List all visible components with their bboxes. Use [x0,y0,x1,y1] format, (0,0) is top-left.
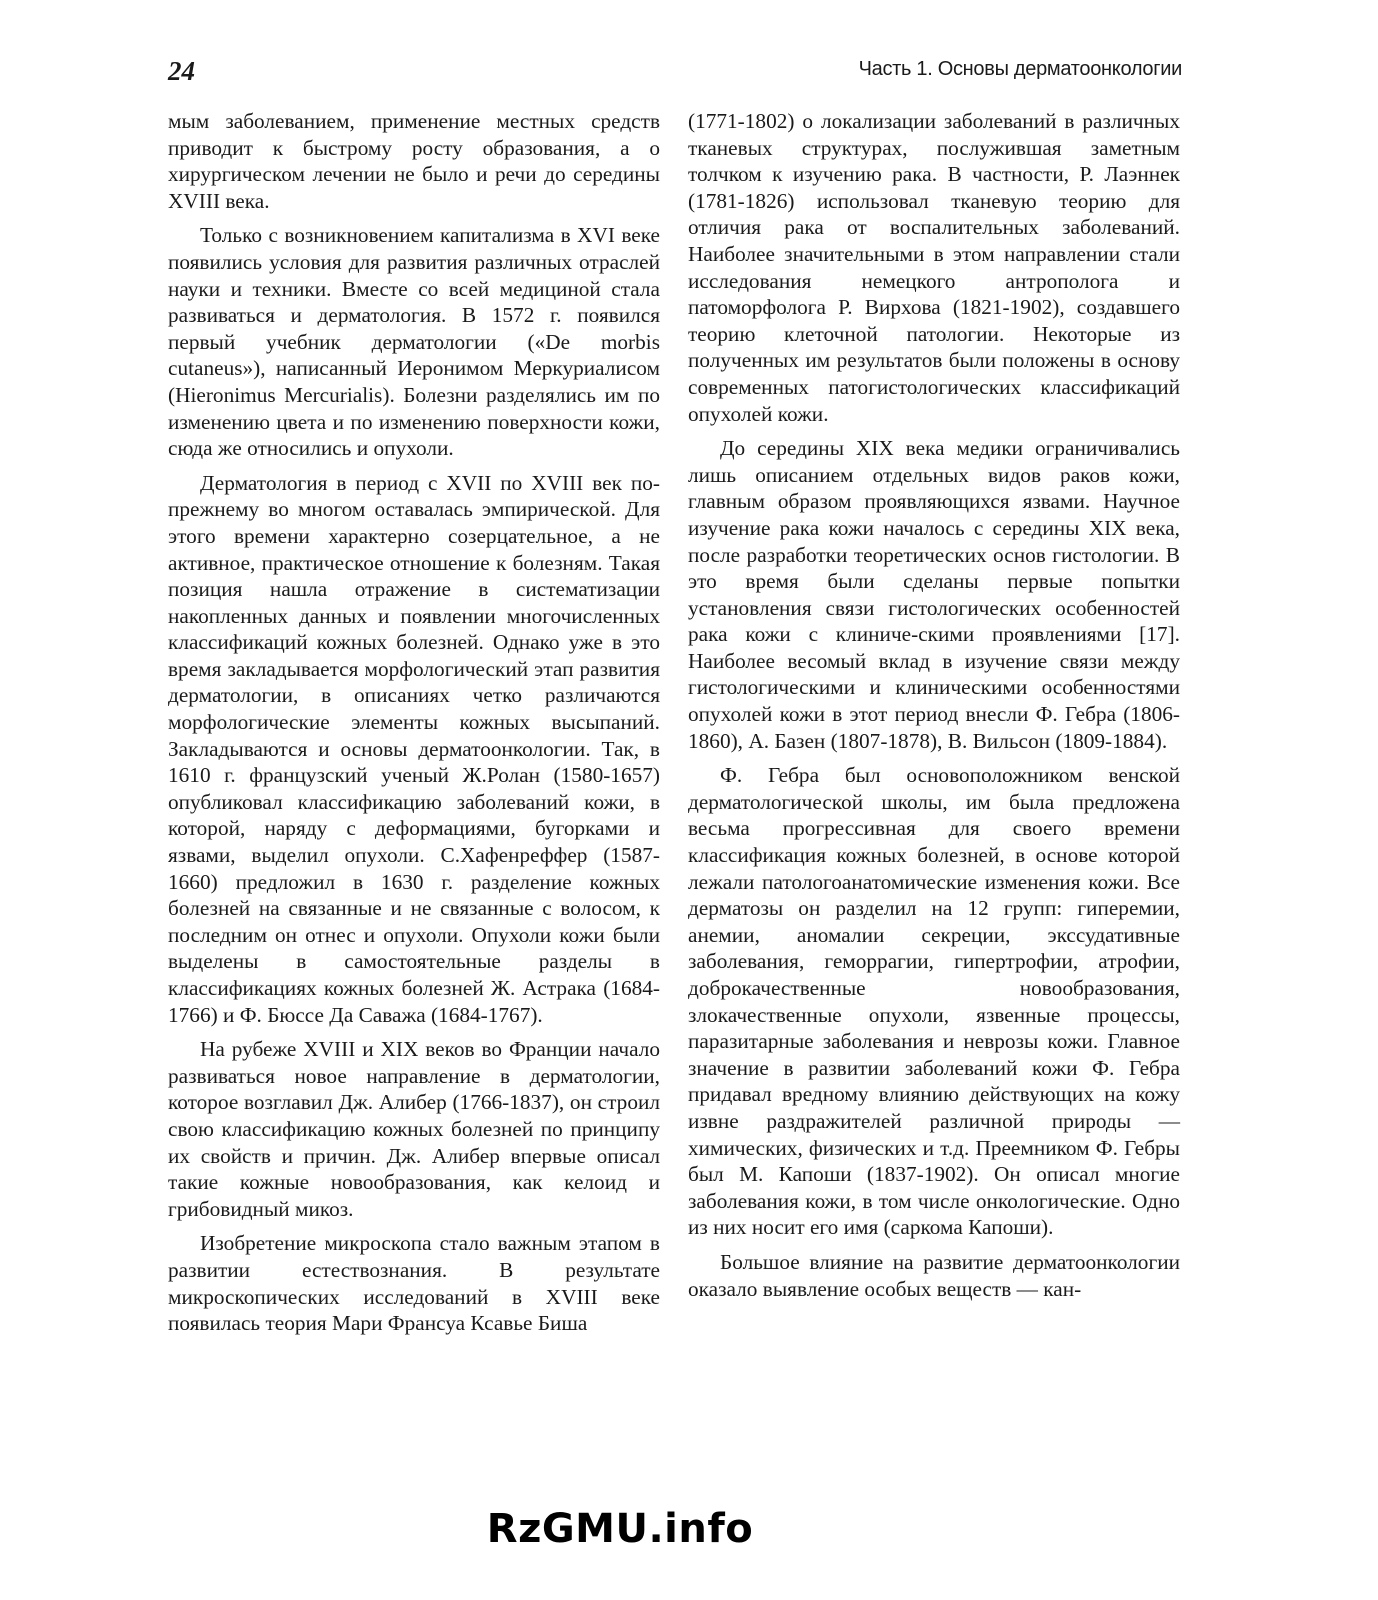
paragraph: На рубеже XVIII и XIX веков во Франции начало развиваться новое направление в дерматологии, которое возглавил Дж. Алибер (1766-1837), он строил свою классификацию кожных болезней по принципу их свойств и причин. Дж. Алибер впервые описал такие кожные новообразования, как келоид и грибовидный микоз. [168,1037,660,1221]
page-number: 24 [168,56,195,86]
paragraph: Большое влияние на развитие дерматоонкологии оказало выявление особых веществ — кан- [688,1249,1180,1301]
paragraph: (1771-1802) о локализации заболеваний в различных тканевых структурах, послужившая заметным толчком к изучению рака. В частности, Р. Лаэннек (1781-1826) использовал тканевую теорию для отличия рака от воспалительных заболеваний. Наиболее значительными в этом направлении стали исследования немецкого антрополога и патоморфолога Р. Вирхова (1821-1902), создавшего теорию клеточной патологии. Некоторые из полученных им результатов были положены в основу современных патогистологических классификаций опухолей кожи. [688,109,1180,426]
running-header: Часть 1. Основы дерматоонкологии [858,58,1182,80]
paragraph: мым заболеванием, применение местных средств приводит к быстрому росту образования, а о хирургическом лечении не было и речи до середины XVIII века. [168,109,660,213]
watermark: RzGMU.info [486,1506,754,1552]
left-column [168,108,660,1345]
paragraph: Изобретение микроскопа стало важным этапом в развитии естествознания. В результате микроскопических исследований в XVIII веке появилась теория Мари Франсуа Ксавье Биша [168,1231,660,1336]
paragraph: До середины XIX века медики ограничивались лишь описанием отдельных видов раков кожи, главным образом проявляющихся язвами. Научное изучение рака кожи началось с середины XIX века, после разработки теоретических основ гистологии. В это время были сделаны первые попытки установления связи гистологических особенностей рака кожи с клиниче-скими проявлениями [17]. Наиболее весомый вклад в изучение связи между гистологическими и клиническими особенностями опухолей кожи в этот период внесли Ф. Гебра (1806-1860), А. Базен (1807-1878), В. Вильсон (1809-1884). [688,436,1180,753]
paragraph: Ф. Гебра был основоположником венской дерматологической школы, им была предложена весьма прогрессивная для своего времени классификация кожных болезней, в основе которой лежали патологоанатомические изменения кожи. Все дерматозы он разделил на 12 групп: гиперемии, анемии, аномалии секреции, экссудативные заболевания, геморрагии, гипертрофии, атрофии, доброкачественные новообразования, злокачественные опухоли, язвенные процессы, паразитарные заболевания и неврозы кожи. Главное значение в развитии заболеваний кожи Ф. Гебра придавал вредному влиянию действующих на кожу извне раздражителей различной природы — химических, физических и т.д. Преемником Ф. Гебры был М. Капоши (1837-1902). Он описал многие заболевания кожи, в том числе онкологические. Одно из них носит его имя (саркома Капоши). [688,763,1180,1240]
paragraph: Только с возникновением капитализма в XVI веке появились условия для развития различных отраслей науки и техники. Вместе со всей медициной стала развиваться и дерматология. В 1572 г. появился первый учебник дерматологии («De morbis cutaneus»), написанный Иеронимом Меркуриалисом (Hieronimus Mercurialis). Болезни разделялись им по изменению цвета и по изменению поверхности кожи, сюда же относились и опухоли. [168,223,660,461]
right-column [688,108,1180,1310]
paragraph: Дерматология в период с XVII по XVIII век по-прежнему во многом оставалась эмпирической. Для этого времени характерно созерцательное, а не активное, практическое отношение к болезням. Такая позиция нашла отражение в систематизации накопленных данных и появлении многочисленных классификаций кожных болезней. Однако уже в это время закладывается морфологический этап развития дерматологии, в описаниях четко различаются морфологические элементы кожных высыпаний. Закладываются и основы дерматоонкологии. Так, в 1610 г. французский ученый Ж.Ролан (1580-1657) опубликовал классификацию заболеваний кожи, в которой, наряду с деформациями, бугорками и язвами, выделил опухоли. С.Хафенреффер (1587-1660) предложил в 1630 г. разделение кожных болезней на связанные и не связанные с волосом, к последним он отнес и опухоли. Опухоли кожи были выделены в самостоятельные разделы в классификациях кожных болезней Ж. Астрака (1684-1766) и Ф. Бюссе Да Саважа (1684-1767). [168,470,660,1027]
